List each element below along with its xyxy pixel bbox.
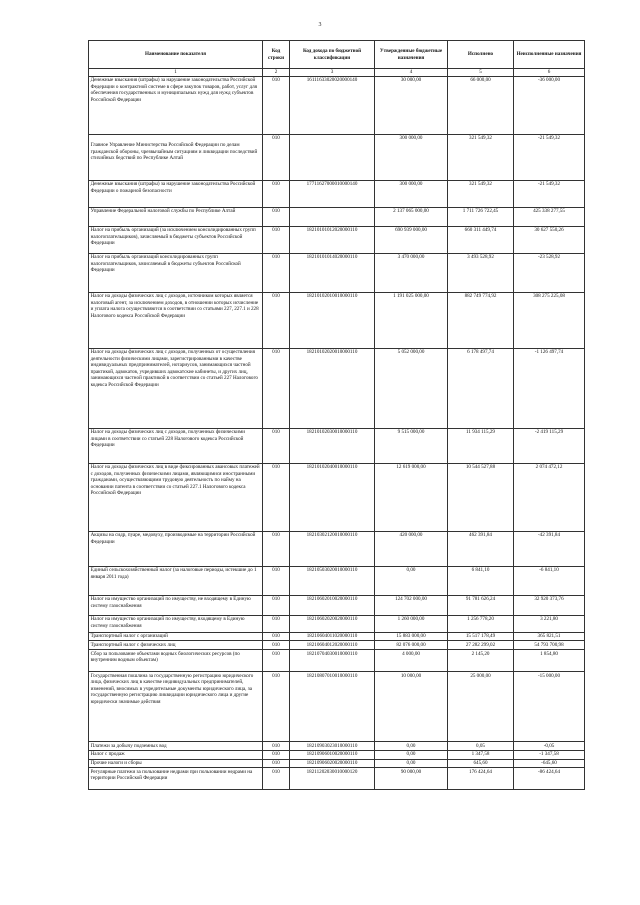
row-name: Налог на доходы физических лиц с доходов, источником которых является налоговый агент, за исключением доходов, в отношении которых исчисление и уплата налога осуществляются в соответствии со статьями 227, 227.1 и 228 Налогового кодекса Российской Федерации <box>89 292 263 348</box>
row-line-code: 010 <box>263 759 290 768</box>
row-unexecuted: 2 074 472,12 <box>514 463 585 531</box>
row-budget-code: 18210704030010000110 <box>290 650 375 672</box>
row-budget-code: 18210604012020000110 <box>290 641 375 650</box>
table-row <box>89 463 585 531</box>
row-budget-code: 18210101014020000110 <box>290 253 375 292</box>
row-name: Налог с продаж <box>89 750 263 759</box>
table-row <box>89 615 585 632</box>
row-line-code: 010 <box>263 566 290 595</box>
row-budget-code: 18210503020010000110 <box>290 566 375 595</box>
table-row <box>89 750 585 759</box>
row-name: Регулярные платежи за пользование недрами при пользовании недрами на территории Российской Федерации <box>89 768 263 790</box>
row-line-code: 010 <box>263 632 290 641</box>
table-row <box>89 595 585 615</box>
row-name: Налог на доходы физических лиц с доходов, полученных от осуществления деятельности физическими лицами, зарегистрированными в качестве индивидуальных предпринимателей, нотариусов, занимающихся частной практикой, адвокатов, учредивших адвокатские кабинеты, и других лиц, занимающихся частной практикой в соответствии со статьей 227 Налогового кодекса Российской Федерации <box>89 348 263 428</box>
row-unexecuted: -1 347,58 <box>514 750 585 759</box>
header-name: Наименование показателя <box>89 41 263 69</box>
row-executed: 1 347,58 <box>448 750 514 759</box>
row-name <box>89 134 263 180</box>
table-row <box>89 226 585 253</box>
row-budget-code: 18210604011020000110 <box>290 632 375 641</box>
row-approved: 690 939 000,00 <box>375 226 448 253</box>
row-budget-code: 17711627000010000140 <box>290 180 375 207</box>
row-unexecuted: 54 793 700,98 <box>514 641 585 650</box>
table-row <box>89 292 585 348</box>
row-executed: 1 711 726 722,45 <box>448 207 514 226</box>
row-name: Управление Федеральной налоговой службы по Республике Алтай <box>89 207 263 226</box>
row-approved: 1 191 025 000,00 <box>375 292 448 348</box>
row-budget-code: 18210602020020000110 <box>290 615 375 632</box>
header-row <box>89 41 585 69</box>
row-executed: 27 282 299,02 <box>448 641 514 650</box>
row-line-code: 010 <box>263 531 290 566</box>
row-name: Налог на доходы физических лиц в виде фиксированных авансовых платежей с доходов, полученных физическими лицами, являющимися иностранными гражданами, осуществляющими трудовую деятельность по найму на основании патента в соответствии со статьей 227.1 Налогового кодекса Российской Федерации <box>89 463 263 531</box>
row-approved: 0,00 <box>375 759 448 768</box>
column-number-row <box>89 69 585 77</box>
header-executed: Исполнено <box>448 41 514 69</box>
row-line-code: 010 <box>263 428 290 463</box>
row-executed: 176 424,64 <box>448 768 514 790</box>
row-budget-code: 18210602010020000110 <box>290 595 375 615</box>
row-budget-code: 18210102030010000110 <box>290 428 375 463</box>
table-row <box>89 641 585 650</box>
row-approved: 124 702 000,00 <box>375 595 448 615</box>
row-name: Транспортный налог с физических лиц <box>89 641 263 650</box>
row-unexecuted: 308 275 225,08 <box>514 292 585 348</box>
row-budget-code: 16111633020020000140 <box>290 76 375 134</box>
row-approved: 0,00 <box>375 566 448 595</box>
table-row <box>89 253 585 292</box>
row-executed: 25 000,00 <box>448 672 514 742</box>
row-line-code: 010 <box>263 595 290 615</box>
row-budget-code: 18211202030010000120 <box>290 768 375 790</box>
row-name-text: Главное Управление Министерства Российской Федерации по делам гражданской обороны, чрезвычайным ситуациям и ликвидации последствий стихийных бедствий по Республике Алтай <box>90 142 258 162</box>
row-approved: 2 137 065 000,00 <box>375 207 448 226</box>
row-name: Налог на имущество организаций по имуществу, входящему в Единую систему газоснабжения <box>89 615 263 632</box>
row-line-code: 010 <box>263 180 290 207</box>
row-executed: 645,60 <box>448 759 514 768</box>
row-line-code: 010 <box>263 76 290 134</box>
header-approved: Утвержденные бюджетные назначения <box>375 41 448 69</box>
row-unexecuted: 1 854,80 <box>514 650 585 672</box>
row-line-code: 010 <box>263 742 290 751</box>
row-line-code: 010 <box>263 292 290 348</box>
row-line-code: 010 <box>263 253 290 292</box>
row-executed: 10 544 527,88 <box>448 463 514 531</box>
row-unexecuted: 425 338 277,55 <box>514 207 585 226</box>
column-number: 3 <box>290 69 375 77</box>
row-line-code: 010 <box>263 348 290 428</box>
row-name: Платежи за добычу подземных вод <box>89 742 263 751</box>
row-executed: 0,05 <box>448 742 514 751</box>
row-unexecuted: 365 821,51 <box>514 632 585 641</box>
table-row <box>89 632 585 641</box>
row-name: Государственная пошлина за государственную регистрацию юридического лица, физических лиц в качестве индивидуальных предпринимателей, изменений, вносимых в учредительные документы юридического лица, за государственную регистрацию ликвидации юридического лица и другие юридически значимые действия <box>89 672 263 742</box>
table-row <box>89 759 585 768</box>
row-budget-code: 18210906010020000110 <box>290 750 375 759</box>
table-row <box>89 650 585 672</box>
column-number: 6 <box>514 69 585 77</box>
row-executed: 462 391,84 <box>448 531 514 566</box>
row-unexecuted: -86 424,64 <box>514 768 585 790</box>
row-name: Акцизы на сидр, пуаре, медовуху, производимые на территории Российской Федерации <box>89 531 263 566</box>
row-line-code: 010 <box>263 641 290 650</box>
row-unexecuted: -23 528,92 <box>514 253 585 292</box>
row-line-code: 010 <box>263 650 290 672</box>
row-approved: 3 470 000,00 <box>375 253 448 292</box>
row-name: Налог на прибыль организаций (за исключением консолидированных групп налогоплательщиков), зачисляемый в бюджеты субъектов Российской Федерации <box>89 226 263 253</box>
row-name: Налог на имущество организаций по имуществу, не входящему в Единую систему газоснабжения <box>89 595 263 615</box>
row-line-code: 010 <box>263 750 290 759</box>
row-unexecuted: -2 419 115,29 <box>514 428 585 463</box>
row-name: Единый сельскохозяйственный налог (за налоговые периоды, истекшие до 1 января 2011 года) <box>89 566 263 595</box>
row-approved: 0,00 <box>375 750 448 759</box>
row-executed: 66 000,00 <box>448 76 514 134</box>
row-unexecuted: -15 000,00 <box>514 672 585 742</box>
row-unexecuted: -6 841,10 <box>514 566 585 595</box>
row-executed: 321 549,32 <box>448 180 514 207</box>
row-approved: 0,00 <box>375 742 448 751</box>
row-unexecuted: -0,05 <box>514 742 585 751</box>
row-line-code: 010 <box>263 768 290 790</box>
row-name: Налог на прибыль организаций консолидированных групп налогоплательщиков, зачисляемый в бюджеты субъектов Российской Федерации <box>89 253 263 292</box>
row-name: Транспортный налог с организаций <box>89 632 263 641</box>
column-number: 1 <box>89 69 263 77</box>
column-number: 2 <box>263 69 290 77</box>
header-budget-code: Код дохода по бюджетной классификации <box>290 41 375 69</box>
row-budget-code: 18210807010010000110 <box>290 672 375 742</box>
row-unexecuted: -645,60 <box>514 759 585 768</box>
row-budget-code: 18210102010010000110 <box>290 292 375 348</box>
row-budget-code: 18210903023010000110 <box>290 742 375 751</box>
row-unexecuted: -36 000,00 <box>514 76 585 134</box>
header-line-code: Код строки <box>263 41 290 69</box>
row-name: Налог на доходы физических лиц с доходов, полученных физическими лицами в соответствии со статьей 228 Налогового кодекса Российской Федерации <box>89 428 263 463</box>
row-line-code: 010 <box>263 134 290 180</box>
row-approved: 420 000,00 <box>375 531 448 566</box>
row-unexecuted: 30 627 550,26 <box>514 226 585 253</box>
row-executed: 660 311 449,74 <box>448 226 514 253</box>
row-unexecuted: -21 549,32 <box>514 134 585 180</box>
row-line-code: 010 <box>263 226 290 253</box>
row-executed: 11 934 115,29 <box>448 428 514 463</box>
row-executed: 3 493 528,92 <box>448 253 514 292</box>
row-approved: 10 000,00 <box>375 672 448 742</box>
row-executed: 6 178 497,74 <box>448 348 514 428</box>
table-row <box>89 531 585 566</box>
row-budget-code <box>290 134 375 180</box>
row-name: Денежные взыскания (штрафы) за нарушение законодательства Российской Федерации о пожарной безопасности <box>89 180 263 207</box>
row-line-code: 010 <box>263 207 290 226</box>
row-unexecuted: 3 221,80 <box>514 615 585 632</box>
row-line-code: 010 <box>263 463 290 531</box>
row-executed: 6 841,10 <box>448 566 514 595</box>
row-approved: 1 260 000,00 <box>375 615 448 632</box>
row-executed: 91 781 626,24 <box>448 595 514 615</box>
row-unexecuted: -21 549,32 <box>514 180 585 207</box>
row-unexecuted: -42 391,84 <box>514 531 585 566</box>
row-name: Прочие налоги и сборы <box>89 759 263 768</box>
row-name: Денежные взыскания (штрафы) за нарушение законодательства Российской Федерации о контрактной системе в сфере закупок товаров, работ, услуг для обеспечения государственных и муниципальных нужд для нужд субъектов Российской Федерации <box>89 76 263 134</box>
table-row <box>89 768 585 790</box>
table-row <box>89 180 585 207</box>
row-approved: 300 000,00 <box>375 134 448 180</box>
row-approved: 90 000,00 <box>375 768 448 790</box>
row-unexecuted: 32 920 373,76 <box>514 595 585 615</box>
row-approved: 30 000,00 <box>375 76 448 134</box>
row-executed: 882 749 774,92 <box>448 292 514 348</box>
table-row <box>89 134 585 180</box>
table-row <box>89 76 585 134</box>
row-approved: 82 076 000,00 <box>375 641 448 650</box>
table-row <box>89 566 585 595</box>
table-row <box>89 428 585 463</box>
table-row <box>89 348 585 428</box>
header-unexecuted: Неисполненные назначения <box>514 41 585 69</box>
row-budget-code: 18210101012020000110 <box>290 226 375 253</box>
row-budget-code: 18210102020010000110 <box>290 348 375 428</box>
row-budget-code: 18210102040010000110 <box>290 463 375 531</box>
row-approved: 4 000,00 <box>375 650 448 672</box>
row-budget-code <box>290 207 375 226</box>
column-number: 4 <box>375 69 448 77</box>
row-approved: 12 619 000,00 <box>375 463 448 531</box>
row-unexecuted: -1 126 497,74 <box>514 348 585 428</box>
table-row <box>89 207 585 226</box>
row-name: Сбор за пользование объектами водных биологических ресурсов (по внутренним водным объектам) <box>89 650 263 672</box>
table-row <box>89 742 585 751</box>
column-number: 5 <box>448 69 514 77</box>
table-row <box>89 672 585 742</box>
row-line-code: 010 <box>263 615 290 632</box>
row-approved: 9 515 000,00 <box>375 428 448 463</box>
row-approved: 300 000,00 <box>375 180 448 207</box>
row-budget-code: 18210906020020000110 <box>290 759 375 768</box>
row-budget-code: 18210302120010000110 <box>290 531 375 566</box>
row-executed: 321 549,32 <box>448 134 514 180</box>
row-executed: 2 145,20 <box>448 650 514 672</box>
row-executed: 15 517 178,49 <box>448 632 514 641</box>
row-approved: 5 052 000,00 <box>375 348 448 428</box>
row-line-code: 010 <box>263 672 290 742</box>
budget-execution-table <box>88 40 585 790</box>
row-approved: 15 883 000,00 <box>375 632 448 641</box>
page-number: 3 <box>318 22 322 28</box>
row-executed: 1 256 778,20 <box>448 615 514 632</box>
